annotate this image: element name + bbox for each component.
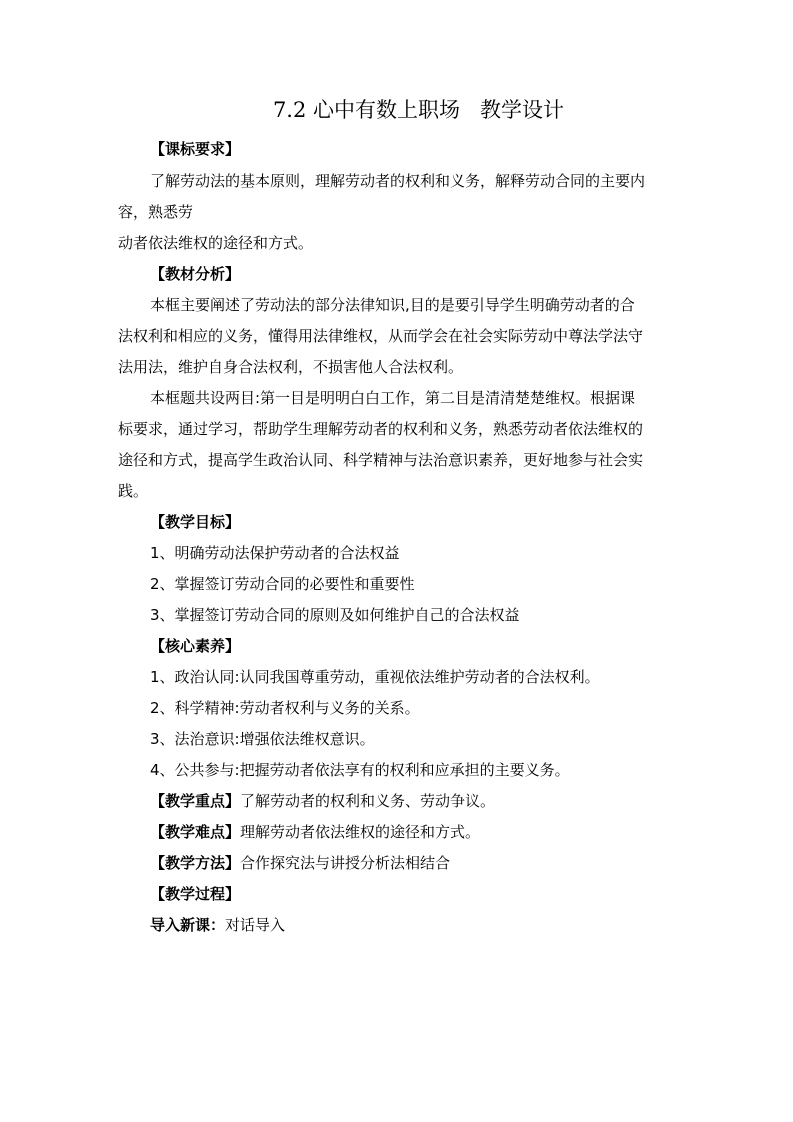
section-heading-analysis: 【教材分析】 — [150, 265, 241, 283]
page-title: 7.2 心中有数上职场 教学设计 — [272, 98, 565, 122]
key-points-label: 【教学重点】 — [150, 792, 241, 810]
intro-label: 导入新课： — [150, 916, 226, 934]
analysis-p2-line-2: 标要求，通过学习，帮助学生理解劳动者的权利和义务，熟悉劳动者依法维权的 — [118, 420, 644, 438]
difficulty-label: 【教学难点】 — [150, 823, 241, 841]
literacy-item-4: 4、公共参与:把握劳动者依法享有的权利和应承担的主要义务。 — [150, 761, 570, 779]
method-text: 合作探究法与讲授分析法相结合 — [240, 854, 451, 872]
key-points-text: 了解劳动者的权利和义务、劳动争议。 — [240, 792, 496, 810]
section-heading-process: 【教学过程】 — [150, 885, 241, 903]
difficulty-text: 理解劳动者依法维权的途径和方式。 — [240, 823, 481, 841]
goal-item-1: 1、明确劳动法保护劳动者的合法权益 — [150, 544, 400, 562]
goal-item-2: 2、掌握签订劳动合同的必要性和重要性 — [150, 575, 415, 593]
analysis-p2-line-3: 途径和方式，提高学生政治认同、科学精神与法治意识素养，更好地参与社会实 — [118, 451, 644, 469]
intro-text: 对话导入 — [225, 916, 286, 934]
method-label: 【教学方法】 — [150, 854, 241, 872]
literacy-item-3: 3、法治意识:增强依法维权意识。 — [150, 730, 375, 748]
analysis-p1-line-2: 法权利和相应的义务，懂得用法律维权，从而学会在社会实际劳动中尊法学法守 — [118, 327, 644, 345]
method-line — [150, 851, 450, 875]
difficulty-line — [150, 820, 480, 844]
goal-item-3: 3、掌握签订劳动合同的原则及如何维护自己的合法权益 — [150, 606, 520, 624]
analysis-p2-line-1: 本框题共设两目:第一目是明明白白工作，第二目是清清楚楚维权。根据课 — [150, 389, 636, 407]
intro-line — [150, 913, 285, 937]
analysis-p2-line-4: 践。 — [118, 482, 149, 500]
section-heading-standard: 【课标要求】 — [150, 140, 241, 158]
standard-line-1: 了解劳动法的基本原则，理解劳动者的权利和义务，解释劳动合同的主要内 — [150, 172, 646, 190]
standard-line-2: 容，熟悉劳 — [118, 203, 194, 221]
analysis-p1-line-3: 法用法，维护自身合法权利，不损害他人合法权利。 — [118, 358, 464, 376]
literacy-item-2: 2、科学精神:劳动者权利与义务的关系。 — [150, 699, 420, 717]
standard-line-3: 动者依法维权的途径和方式。 — [118, 234, 314, 252]
key-points-line — [150, 789, 495, 813]
literacy-item-1: 1、政治认同:认同我国尊重劳动，重视依法维护劳动者的合法权利。 — [150, 668, 600, 686]
section-heading-literacy: 【核心素养】 — [150, 637, 241, 655]
analysis-p1-line-1: 本框主要阐述了劳动法的部分法律知识,目的是要引导学生明确劳动者的合 — [150, 296, 635, 314]
section-heading-goals: 【教学目标】 — [150, 513, 241, 531]
